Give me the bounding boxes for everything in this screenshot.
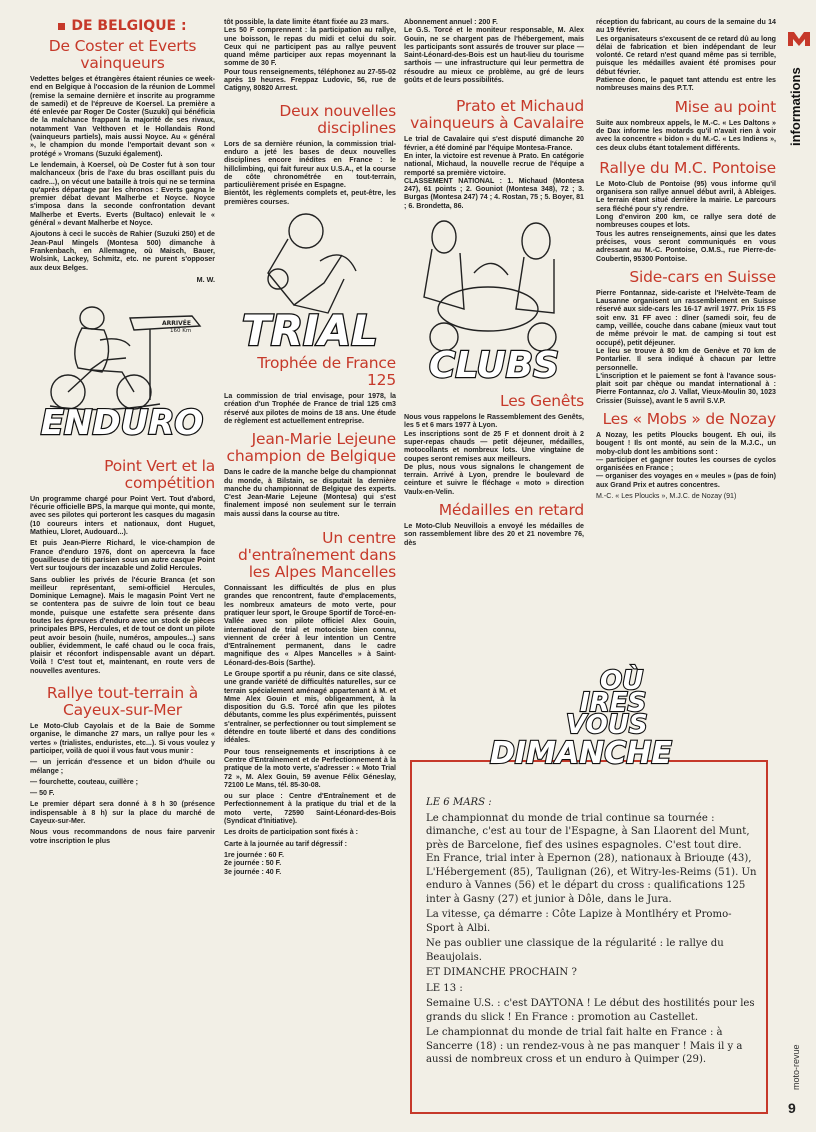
enduro-illustration — [30, 288, 215, 438]
box-paragraph-2: La vitesse, ça démarre : Côte Lapize à Montlhéry et Promo-Sport à Albi. — [426, 909, 732, 934]
pv-paragraph-1: Un programme chargé pour Point Vert. Tout d'abord, l'écurie officielle BPS, la marque qui monte, qui monte, avec ses pilotes qui porteront les casques du magasin (10 coureurs inters et nationaux, dont Huguet, Mathieu, Lloret, Audouard...). — [30, 494, 215, 537]
coster-signature: M. W. — [196, 274, 215, 284]
prato-title: Prato et Michaud vainqueurs à Cavalaire — [410, 97, 584, 133]
genets-title: Les Genêts — [500, 392, 584, 411]
box-date-1: LE 6 MARS : — [426, 797, 492, 808]
pv-title: Point Vert et la compétition — [104, 456, 215, 492]
col4-top-paragraph: réception du fabricant, au cours de la semaine du 14 au 19 février. Les organisateurs s'excusent de ce retard dû au long délai de fabrication et bien indépendant de leur volonté. Ce retard n'est quand même pas si terrible, puisque les médailles avaient été promises pour début février. Patience donc, le paquet tant attendu est entre les nombreuses mains des P.T.T. — [596, 18, 776, 93]
sidebar — [782, 0, 816, 1132]
prato-paragraph: Le trial de Cavalaire qui s'est disputé dimanche 20 février, a été dominé par l'équipe Montesa-France. En inter, la victoire est revenue à Prato. En catégorie national, Michaud, la nouvelle recrue de l'équipe a remporté sa première victoire. CLASSEMENT NATIONAL : 1. Michaud (Montesa 247), 61 points ; 2. Gouniot (Montesa 348), 72 ; 3. Burgas (Montesa 247) 74 ; 4. Rostan, 75 ; 5. Boyer, 81 ; 6. Brondetta, 86. — [404, 135, 584, 210]
mobs-paragraph: A Nozay, les petits Ploucks bougent. Eh oui, ils bougent ! Ils ont monté, au sein de la M.J.C., un moby-club dont les ambitions sont : — participer et gagner toutes les courses de cyclos organisées en France ; — organiser des voyages en « meules » (pas de foin) aux Grand Prix et autres concentres. — [596, 430, 776, 489]
col2-top-paragraph: tôt possible, la date limite étant fixée au 23 mars. Les 50 F comprennent : la participation au rallye, une boisson, le repas du midi et celui du soir. Ceux qui ne participent pas au rallye peuvent quand même participer aux repas moyennant la somme de 30 F. Pour tous renseignements, téléphonez au 27-55-02 après 19 heures. Freppaz Ludovic, 56, rue de Catigny, 80820 Arrest. — [224, 18, 396, 93]
cayeux-paragraph-3: — fourchette, couteau, cuillère ; — [30, 777, 139, 786]
centre-title: Un centre d'entraînement dans les Alpes Mancelles — [238, 529, 396, 582]
box-paragraph-5: Semaine U.S. : c'est DAYTONA ! Le début des hostilités pour les grands du slick ! En France : promotion au Castellet. — [426, 998, 755, 1023]
sign-km-text: 160 Km — [170, 327, 192, 334]
box-paragraph-1: Le championnat du monde de trial continue sa tournée : dimanche, c'est au tour de l'Espagne, à San Llaorent del Munt, près de Barcelone, fief des usines espagnoles. C'est tout dire. En France, trial inter à Epernon (28), nationaux à Briouде (43), L'Hébergement (85), Taulignan (26), et Witry-les-Reims (51). Un enduro à Vannes (56) et le départ du cross : qualifications 125 inter à Gasny (27) et junior à Dôle, dans le Jura. — [426, 812, 757, 905]
mise-paragraph: Suite aux nombreux appels, le M.-C. « Les Daltons » de Dax informe les motards qu'il n'avait rien à voir avec la concentre « bidon » du M.-C. « Les Indiens », ces deux clubs étant totalement différents. — [596, 118, 776, 152]
box-date-2: LE 13 : — [426, 982, 463, 994]
column-4 — [596, 18, 776, 503]
clubs-illustration — [404, 213, 584, 393]
cayeux-paragraph-1: Le Moto-Club Cayolais et de la Baie de Somme organise, le dimanche 27 mars, un rallye pour les « vertes » (trialistes, enduristes, etc...). Si vous voulez y participer, voilà de quoi il vous faut vous munir : — [30, 722, 215, 755]
mobs-title: Les « Mobs » de Nozay — [602, 409, 776, 428]
page-number: 9 — [788, 1100, 796, 1116]
coster-paragraph-3: Ajoutons à ceci le succès de Rahier (Suzuki 250) et de Jean-Paul Mingels (Montesa 500) dimanche à Frankenbach, en Allemagne, où Maisch, Bauer, Wolsink, Lackey, Schmitz, etc. ne purent s'opposer aux deux Belges. — [30, 230, 215, 272]
cayeux-title: Rallye tout-terrain à Cayeux-sur-Mer — [46, 684, 199, 720]
coster-paragraph-2: Le lendemain, à Koersel, où De Coster fut à son tour malchanceux (bris de l'axe du bras oscillant puis du cadre...), on vécut une bataille à trois qui ne se termina qu'après départage par les chronos : Everts gagna le premier débat devant Malherbe et Noyce. Noyce s'imposa dans la seconde confrontation devant Malherbe et Everts. Everts (Bultaco) enlevait le « général » devant Malherbe et Noyce. — [30, 160, 215, 228]
dimanche-logo — [470, 666, 750, 784]
lejeune-title: Jean-Marie Lejeune champion de Belgique — [226, 430, 396, 466]
dimanche-box — [410, 760, 768, 1114]
genets-paragraph: Nous vous rappelons le Rassemblement des Genêts, les 5 et 6 mars 1977 à Lyon. Les inscriptions sont de 25 F et donnent droit à 2 super-repas chauds — petit déjeuner, médailles, motocollants et nombreux lots. Une vingtaine de coupes seront remises aux meilleurs. De plus, nous vous signalons le changement de terrain. Arrivé à Lyon, prendre le boulevard de ceinture et suivre le fléchage « moto » direction Vaulx-en-Velin. — [404, 413, 584, 496]
tarif-3: 3e journée : 40 F. — [224, 867, 282, 876]
mise-title: Mise au point — [674, 97, 776, 116]
col3-top-paragraph: Abonnement annuel : 200 F. Le G.S. Torcé et le moniteur responsable, M. Alex Gouin, ne se chargent pas de l'hébergement, mais les participants sont assurés de trouver sur place — Saint-Léonard-des-Bois est un haut-lieu du tourisme sarthois — une infrastructure qui leur permettra de résoudre au mieux ce problème, au gré de leurs goûts et de leurs possibilités. — [404, 18, 584, 85]
column-3 — [404, 18, 584, 550]
bullet-square-icon — [58, 23, 65, 30]
trophee-title: Trophée de France 125 — [257, 354, 396, 390]
sign-arrive-text: ARRIVÉE — [162, 319, 191, 327]
medailles-paragraph: Le Moto-Club Neuvillois a envoyé les médailles de son rassemblement libre des 20 et 21 novembre 76, dès — [404, 522, 584, 547]
cayeux-paragraph-2: — un jerricán d'essence et un bidon d'huile ou mélange ; — [30, 758, 215, 775]
logo-line-2: IRES — [580, 688, 647, 718]
cayeux-paragraph-4: — 50 F. — [30, 789, 55, 798]
coster-paragraph-1: Vedettes belges et étrangères étaient réunies ce week-end en Belgique à l'occasion de la réunion de Lommel (remise la semaine dernière et inscrite au programme de samedi) et de l'épreuve de Koersel. La première a été enlevée par Roger De Coster (Suzuki) qui bénéficia de la malchance frappant la majorité de ses rivaux, notamment Van Velthoven et le Hollandais Rond (vainqueurs partiels), mais aussi Noyce. Au « général », le champion du monde l'emportait devant son « protégé » Vromans (Suzuki également). — [30, 75, 215, 158]
motorevue-m-icon — [786, 28, 812, 48]
medailles-title: Médailles en retard — [438, 501, 584, 520]
enduro-logo: ENDURO — [40, 402, 204, 438]
pv-paragraph-3: Sans oublier les privés de l'écurie Branca (et son meilleur représentant, semi-officiel Hercules, Dominique Lemagne). Mais le magasin Point Vert ne se contentera pas de suivre de loin tout ce beau monde, puisque une estafette sera présente dans toutes les épreuves d'enduro avec un stock de pièces principales BPS, Hercules, et de tout ce dont un pilote peut avoir besoin (huile, numéros, ampoules...) sans oublier, évidemment, le café chaud ou le coca frais, plaisir et réconfort indispensable avant un départ. Voilà ! C'est tout et, maintenant, en route vers de nouvelles aventures. — [30, 575, 215, 675]
logo-line-1: OÙ — [600, 666, 644, 696]
sidecars-title: Side-cars en Suisse — [629, 267, 776, 286]
logo-line-4: DIMANCHE — [490, 736, 672, 771]
centre-paragraph-5: Les droits de participation sont fixés à : — [224, 828, 359, 837]
tarif-1: 1re journée : 60 F. — [224, 850, 284, 859]
column-1 — [30, 18, 215, 848]
cayeux-paragraph-5: Le premier départ sera donné à 8 h 30 (présence indispensable à 8 h) sur la place du marché de Cayeux-sur-Mer. — [30, 800, 215, 826]
cayeux-paragraph-6: Nous vous recommandons de nous faire parvenir votre inscription le plus — [30, 828, 215, 845]
pontoise-title: Rallye du M.C. Pontoise — [599, 158, 776, 177]
centre-paragraph-4: ou sur place : Centre d'Entraînement et de Perfectionnement à la pratique du trial et de la moto verte, 72590 Saint-Léonard-des-Bois (Syndicat d'Initiative). — [224, 792, 396, 826]
belgique-heading-text: DE BELGIQUE : — [71, 18, 187, 34]
trophee-paragraph: La commission de trial envisage, pour 1978, la création d'un Trophée de France de trial 125 cm3 réservé aux pilotes de moins de 18 ans. Une étude de règlement est actuellement entreprise. — [224, 392, 396, 425]
mobs-signature: M.-C. « Les Ploucks », M.J.C. de Nozay (91) — [596, 492, 737, 501]
lejeune-paragraph: Dans le cadre de la manche belge du championnat du monde, à Bilstain, se disputait la dernière manche du championnat de Belgique des experts. C'est Jean-Marie Lejeune (Montesa) qui s'est finalement imposé non seulement sur le terrain mais aussi dans la course au titre. — [224, 468, 396, 518]
pv-paragraph-2: Et puis Jean-Pierre Richard, le vice-champion de France d'endurо 1976, dont on apercevra la face gouailleuse de titi parisien sous un autre casque Point Vert sur toujours der incazable und Zolid Hercules. — [30, 539, 215, 573]
tarif-2: 2e journée : 50 F. — [224, 859, 282, 868]
deux-paragraph: Lors de sa dernière réunion, la commission trial-enduro a jeté les bases de deux nouvelles disciplines encore inédites en France : le hillclimbing, qui fait fureur aux U.S.A., et la course de côte chronométrée en tout-terrain, particulièrement prisée en Espagne. Bientôt, les règlements complets et, peut-être, les premières courses. — [224, 139, 396, 206]
clubs-logo: CLUBS — [429, 345, 559, 387]
centre-paragraph-6: Carte à la journée au tarif dégressif : — [224, 839, 347, 848]
coster-title: De Coster et Everts vainqueurs — [48, 37, 197, 72]
magazine-label: moto-revue — [791, 1044, 801, 1090]
centre-paragraph-1: Connaissant les difficultés de plus en plus grandes que rencontrent, faute d'emplacements, les nombreux amateurs de moto verte, pour pratiquer leur sport, le Groupe Sportif de Torcé-en-Vallée avec son pilote officiel Alex Gouin, international de trial et motociste bien connu, viennent de créer à leur intention un Centre d'Entraînement permanent, dans le cadre magnifique des « Alpes Mancelles » à Saint-Léonard-des-Bois (Sarthe). — [224, 584, 396, 667]
box-paragraph-3: Ne pas oublier une classique de la régularité : le rallye du Beaujolais. — [426, 938, 724, 963]
pontoise-paragraph: Le Moto-Club de Pontoise (95) vous informe qu'il organisera son rallye annuel début avril, à Ableiges. Le terrain étant situé derrière la mairie. Le parcours sera fléché pour s'y rendre. Long d'environ 200 km, ce rallye sera doté de nombreuses coupes et lots. Tous les autres renseignements, ainsi que les dates précises, vous seront communiqués en vous adressant au M.-C. Pontoise, O.M.S., rue Pierre-de-Coubertin, 95300 Pontoise. — [596, 179, 776, 263]
centre-paragraph-2: Le Groupe sportif a pu réunir, dans ce site classé, une grande variété de difficultés naturelles, sur ce terrain spécialement aménagé appartenant à M. et Mme Alex Gouin et mis, obligeamment, à la disposition du G.S. Torcé afin que les pilotes débutants, comme les plus expérimentés, puissent s'entraîner, se perfectionner ou tout simplement se détendre en toute liberté et dans des conditions idéales. — [224, 669, 396, 745]
deux-title: Deux nouvelles disciplines — [279, 101, 396, 137]
trial-logo: TRIAL — [242, 306, 378, 356]
sidecars-paragraph: Pierre Fontannaz, side-cariste et l'Helvète-Team de Lausanne organisent un rassemblement en Suisse réservé aux side-cars les 16-17 avril 1977. Prix 15 FS soit env. 31 FF avec : dîner (samedi soir, feu de camp, veillée, couche dans cabane (mieux vaut tout de même prévoir le mat. de camping si tout est occupé), petit déjeuner. Le lieu se trouve à 80 km de Genève et 70 km de Pontarlier. Il sera indiqué à chacun par lettre personnelle. L'inscription et le paiement se font à l'avance sous-plait soit par chèque ou mandat international à : Pierre Fontannaz, c/o J. Vallat, Vieux-Moulin 30, 1023 Crissier (Suisse), avant le 5 avril S.V.P. — [596, 288, 776, 405]
column-2 — [224, 18, 396, 876]
box-paragraph-4: ET DIMANCHE PROCHAIN ? — [426, 967, 577, 978]
box-paragraph-6: Le championnat du monde de trial fait halte en France : à Sancerre (18) : un rendez-vous à ne pas manquer ! Mais il y a aussi de nombreux cross et un enduro à Quimper (29). — [426, 1027, 743, 1065]
belgique-heading — [30, 18, 215, 34]
centre-paragraph-3: Pour tous renseignements et inscriptions à ce Centre d'Entraînement et de Perfectionnement à la pratique de la moto verte, s'adresser : « Moto Trial 72 », M. Alex Gouin, 59 avenue Félix Géneslay, 72100 Le Mans, tél. 85-30-08. — [224, 747, 396, 789]
trial-illustration — [224, 209, 396, 355]
logo-line-3: VOUS — [566, 710, 648, 740]
section-label: informations — [788, 67, 803, 146]
